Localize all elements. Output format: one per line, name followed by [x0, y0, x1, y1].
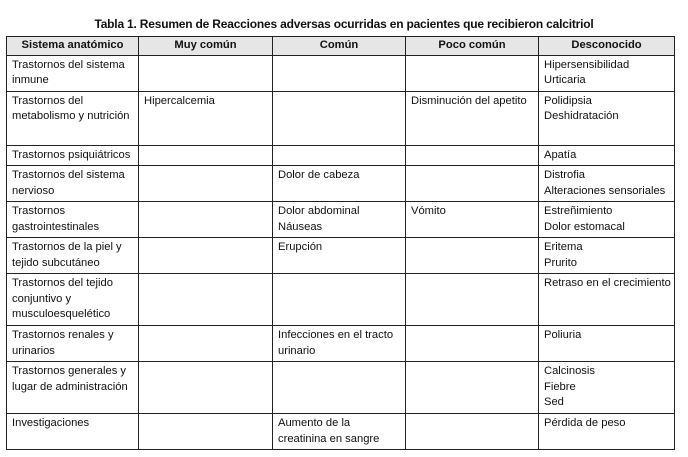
table-row: [7, 55, 675, 91]
common-cell: [273, 91, 406, 145]
unknown-cell: [539, 238, 675, 274]
uncommon-cell: [406, 414, 539, 450]
table-row: [7, 414, 675, 450]
unknown-cell: [539, 414, 675, 450]
unknown-cell: [539, 55, 675, 91]
cell-line: Dolor abdominal: [278, 205, 360, 217]
table-row: [7, 274, 675, 326]
cell-text: Dolor de cabeza: [278, 169, 360, 181]
cell-line: Náuseas: [278, 220, 323, 233]
cell-text: Infecciones en el tracto urinario: [278, 329, 394, 357]
cell-line: Apatía: [544, 148, 577, 161]
cell-line: Poliuria: [544, 329, 582, 341]
very-common-cell: [139, 362, 273, 414]
cell-line: Distrofia: [544, 169, 586, 181]
cell-text: Trastornos del metabolismo y nutrición: [12, 94, 130, 122]
cell-line: Dolor estomacal: [544, 220, 625, 233]
uncommon-cell: [406, 326, 539, 362]
cell-text: Aumento de la creatinina en sangre: [278, 417, 380, 445]
common-cell: [273, 238, 406, 274]
cell-text: Erupción: [278, 241, 323, 253]
table-row: [7, 362, 675, 414]
system-cell: [7, 274, 139, 326]
very-common-cell: [139, 202, 273, 238]
cell-text: Trastornos psiquiátricos: [12, 148, 131, 161]
cell-line: Estreñimiento: [544, 205, 613, 217]
common-cell: [273, 202, 406, 238]
very-common-cell: [139, 166, 273, 202]
table-caption: Tabla 1. Resumen de Reacciones adversas ocurridas en pacientes que recibieron calcitriol: [94, 17, 594, 31]
cell-text: Trastornos del sistema nervioso: [12, 169, 125, 197]
system-cell: [7, 202, 139, 238]
table-row: [7, 166, 675, 202]
uncommon-cell: [406, 274, 539, 326]
system-cell: [7, 166, 139, 202]
system-cell: [7, 414, 139, 450]
cell-text: Trastornos del sistema inmune: [12, 58, 125, 86]
unknown-cell: [539, 202, 675, 238]
cell-text: Investigaciones: [12, 417, 90, 429]
unknown-cell: [539, 91, 675, 145]
cell-text: Trastornos gastrointestinales: [12, 205, 100, 233]
cell-line: Alteraciones sensoriales: [544, 184, 666, 197]
cell-line: Eritema: [544, 241, 583, 253]
cell-text: Trastornos de la piel y tejido subcutáneo: [12, 241, 122, 269]
system-cell: [7, 238, 139, 274]
cell-text: Vómito: [411, 205, 446, 217]
cell-line: Fiebre: [544, 380, 576, 393]
very-common-cell: [139, 274, 273, 326]
adverse-reactions-table: [6, 36, 675, 450]
uncommon-cell: [406, 91, 539, 145]
header-row: [7, 37, 675, 56]
table-row: [7, 202, 675, 238]
very-common-cell: [139, 414, 273, 450]
unknown-cell: [539, 145, 675, 166]
common-cell: [273, 145, 406, 166]
cell-line: Hipersensibilidad: [544, 58, 630, 71]
table-row: [7, 91, 675, 145]
very-common-cell: [139, 238, 273, 274]
cell-text: Hipercalcemia: [144, 94, 215, 107]
common-cell: [273, 55, 406, 91]
uncommon-cell: [406, 55, 539, 91]
uncommon-cell: [406, 238, 539, 274]
cell-line: Polidipsia: [544, 94, 592, 107]
table-row: [7, 145, 675, 166]
unknown-cell: [539, 326, 675, 362]
header-common: Común: [273, 37, 406, 56]
cell-line: Retraso en el crecimiento: [544, 277, 671, 289]
cell-text: Disminución del apetito: [411, 94, 527, 107]
table-row: [7, 326, 675, 362]
uncommon-cell: [406, 202, 539, 238]
cell-line: Pérdida de peso: [544, 417, 626, 429]
table-row: [7, 238, 675, 274]
header-system: Sistema anatómico: [7, 37, 139, 56]
common-cell: [273, 362, 406, 414]
header-unknown: Desconocido: [539, 37, 675, 56]
common-cell: [273, 274, 406, 326]
very-common-cell: [139, 91, 273, 145]
unknown-cell: [539, 166, 675, 202]
unknown-cell: [539, 274, 675, 326]
very-common-cell: [139, 145, 273, 166]
very-common-cell: [139, 55, 273, 91]
cell-text: Trastornos del tejido conjuntivo y musculoesquelético: [12, 277, 113, 320]
cell-text: Trastornos generales y lugar de administración: [12, 365, 128, 393]
common-cell: [273, 166, 406, 202]
cell-line: Prurito: [544, 256, 577, 269]
system-cell: [7, 145, 139, 166]
common-cell: [273, 414, 406, 450]
uncommon-cell: [406, 145, 539, 166]
uncommon-cell: [406, 166, 539, 202]
cell-line: Deshidratación: [544, 110, 619, 122]
cell-text: Trastornos renales y urinarios: [12, 329, 114, 357]
common-cell: [273, 326, 406, 362]
system-cell: [7, 326, 139, 362]
cell-line: Sed: [544, 396, 564, 408]
unknown-cell: [539, 362, 675, 414]
very-common-cell: [139, 326, 273, 362]
header-uncommon: Poco común: [406, 37, 539, 56]
system-cell: [7, 55, 139, 91]
system-cell: [7, 91, 139, 145]
cell-line: Calcinosis: [544, 365, 595, 377]
uncommon-cell: [406, 362, 539, 414]
header-very-common: Muy común: [139, 37, 273, 56]
system-cell: [7, 362, 139, 414]
cell-line: Urticaria: [544, 74, 586, 86]
